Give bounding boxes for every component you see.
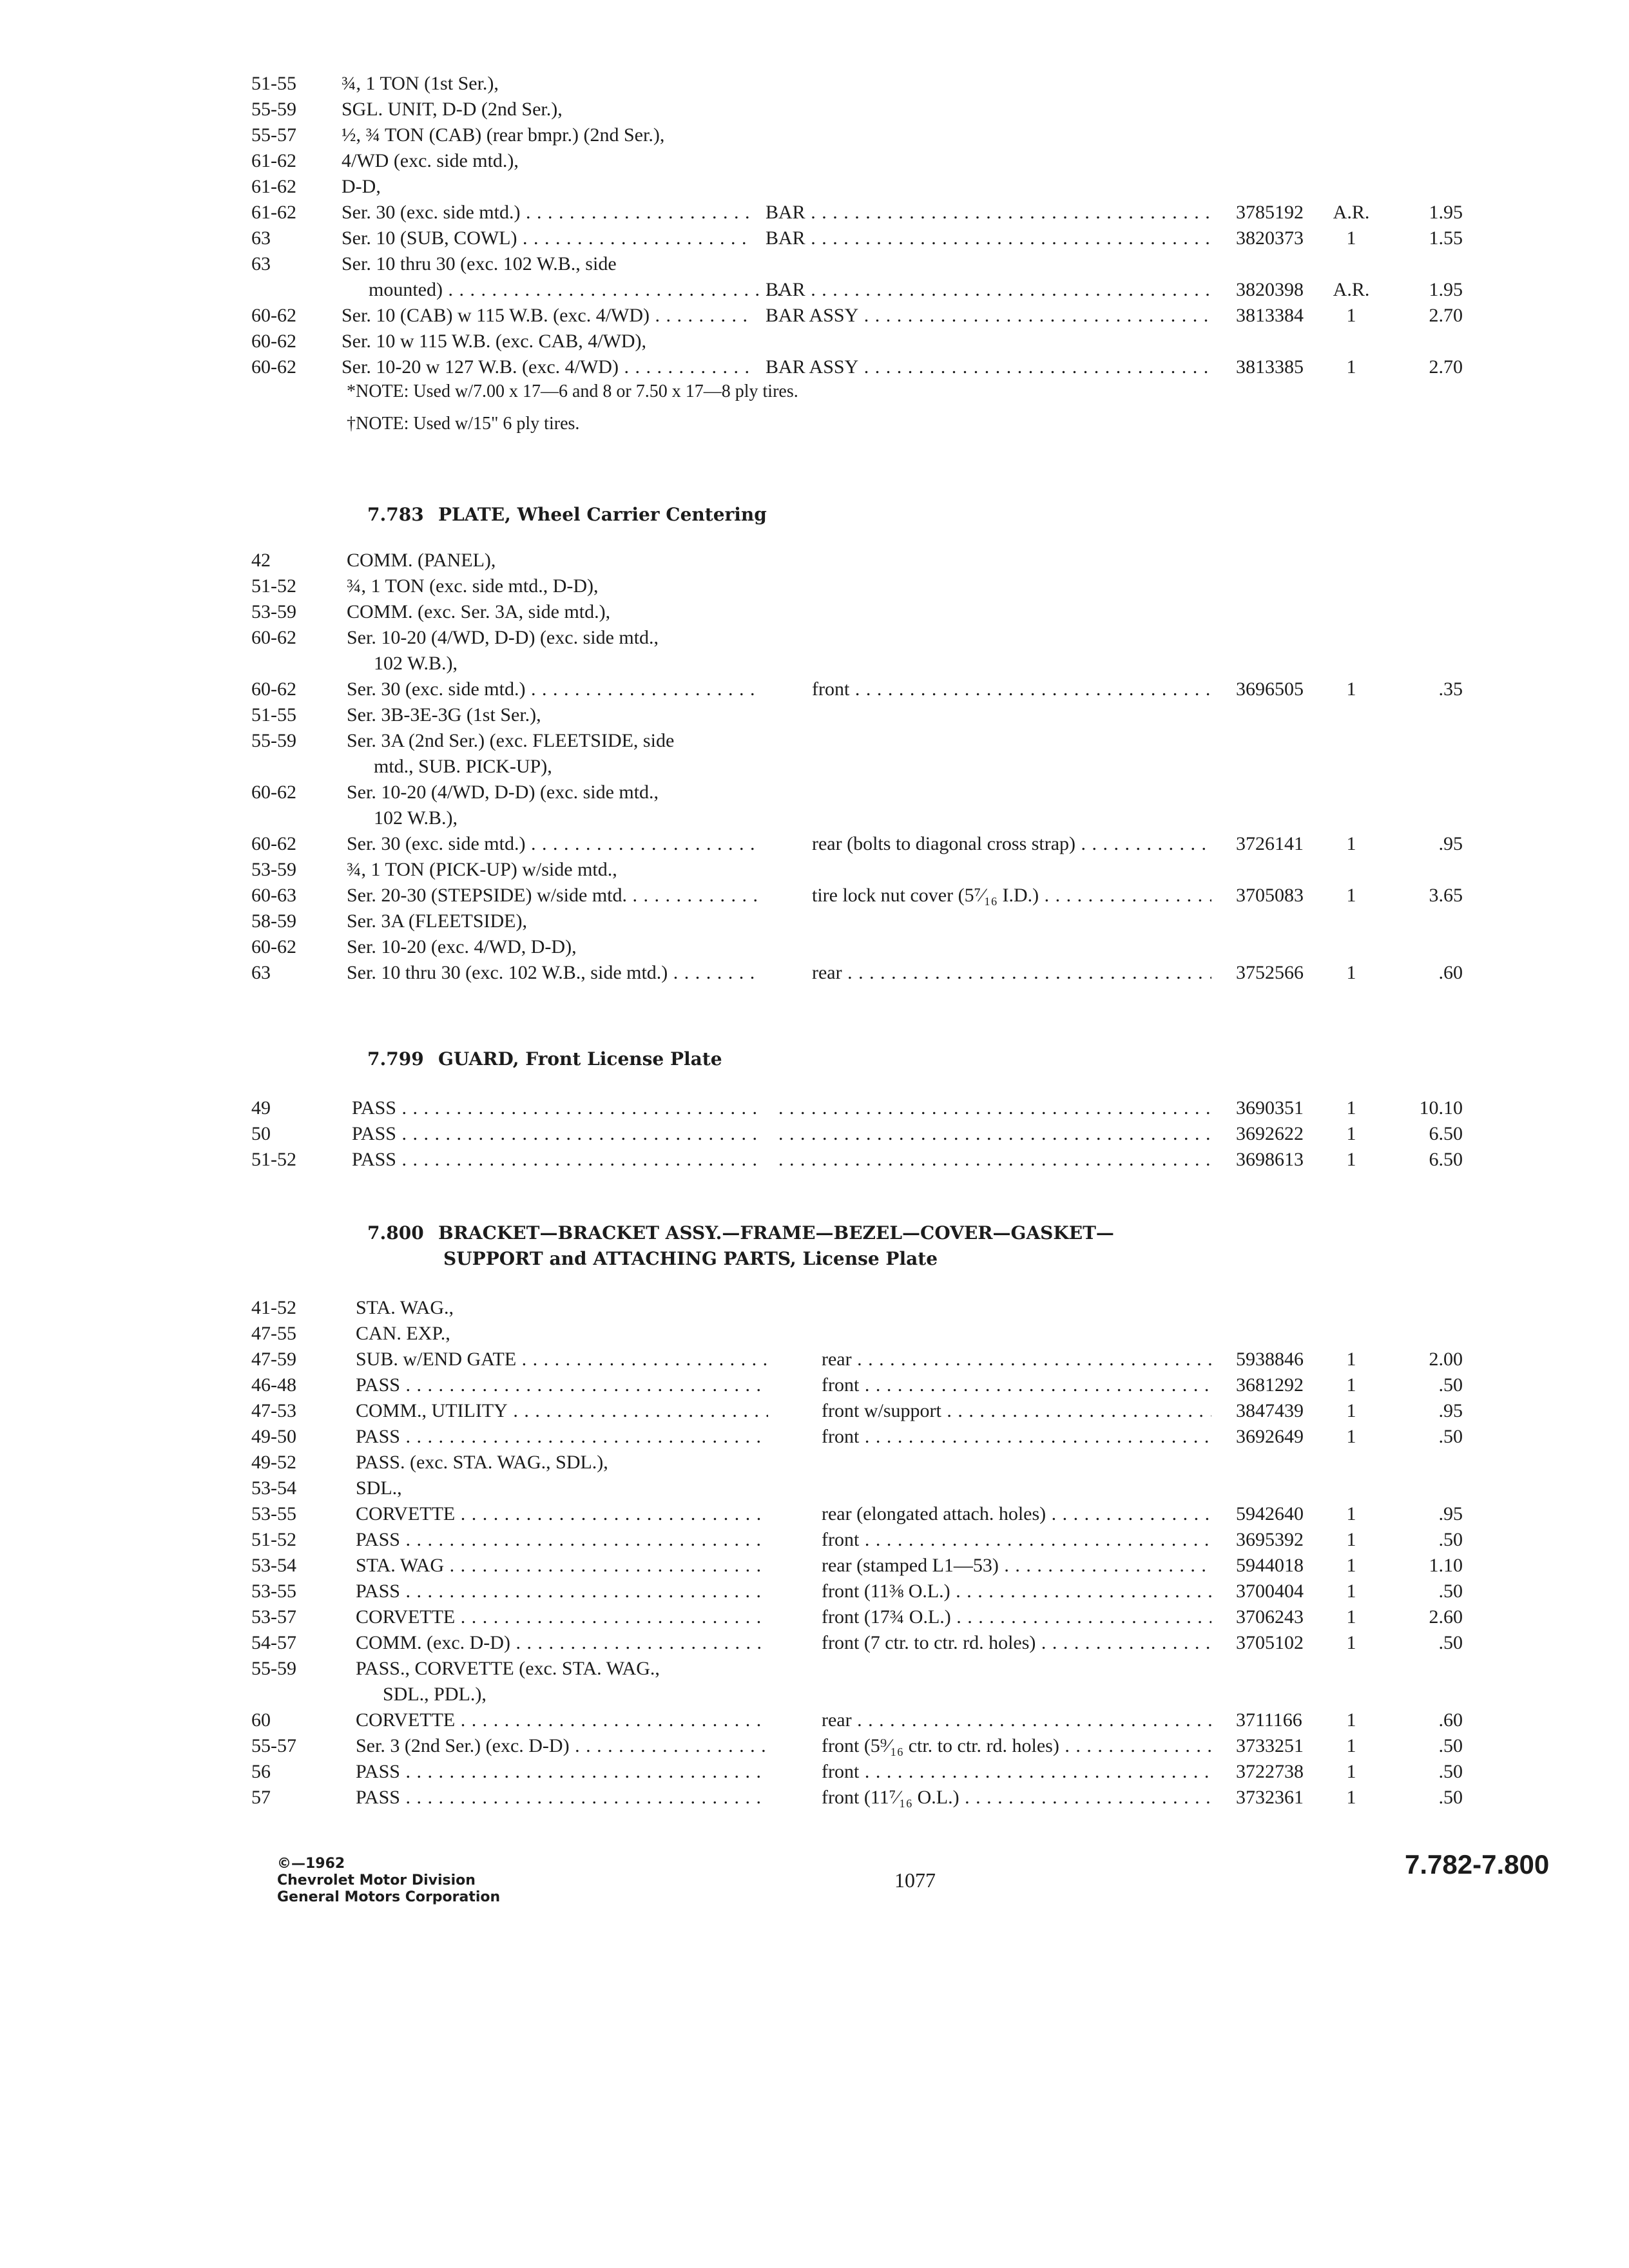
quantity: 1	[1346, 1503, 1356, 1524]
price: 1.10	[1429, 1555, 1463, 1576]
year-range: 60-62	[251, 936, 296, 957]
year-range: 55-57	[251, 1735, 296, 1756]
table-row	[0, 354, 1629, 380]
model-description: SDL.,	[356, 1477, 402, 1499]
quantity: 1	[1346, 1709, 1356, 1731]
price: .50	[1438, 1374, 1463, 1396]
footer-corporation: General Motors Corporation	[277, 1889, 501, 1905]
part-description: front . . .	[812, 677, 1211, 702]
model-description: Ser. 20-30 (STEPSIDE) w/side mtd. . . .	[347, 883, 759, 908]
quantity: 1	[1346, 1787, 1356, 1808]
year-range: 53-54	[251, 1555, 296, 1576]
price: 6.50	[1429, 1149, 1463, 1170]
table-row	[0, 226, 1629, 251]
model-description: Ser. 30 (exc. side mtd.) . . .	[342, 200, 754, 226]
table-row	[0, 934, 1629, 960]
section-title	[367, 503, 767, 527]
table-row	[0, 1295, 1629, 1321]
year-range: 55-59	[251, 1658, 296, 1679]
table-row	[0, 625, 1629, 651]
quantity: 1	[1346, 227, 1356, 249]
table-row	[0, 1785, 1629, 1811]
model-description: Ser. 10 thru 30 (exc. 102 W.B., side mtd.) . . .	[347, 960, 759, 986]
model-description: Ser. 3 (2nd Ser.) (exc. D-D) . . .	[356, 1733, 768, 1759]
model-description: PASS . . .	[352, 1147, 764, 1173]
quantity: 1	[1346, 678, 1356, 700]
part-description: BAR . . .	[766, 277, 1211, 303]
table-row	[0, 548, 1629, 573]
table-row	[0, 702, 1629, 728]
model-description: ¾, 1 TON (PICK-UP) w/side mtd.,	[347, 859, 617, 880]
year-range: 54-57	[251, 1632, 296, 1653]
table-row	[0, 1682, 1629, 1707]
model-description: PASS . . .	[356, 1527, 768, 1553]
model-description: Ser. 10 thru 30 (exc. 102 W.B., side	[342, 253, 617, 274]
model-description: CORVETTE . . .	[356, 1707, 768, 1733]
footer-copyright	[277, 1856, 500, 1906]
year-range: 53-54	[251, 1477, 296, 1499]
table-row	[0, 122, 1629, 148]
table-row	[0, 1733, 1629, 1759]
part-description: front . . .	[822, 1424, 1211, 1450]
table-row	[0, 71, 1629, 97]
price: .50	[1438, 1735, 1463, 1756]
quantity: A.R.	[1333, 279, 1370, 300]
table-row	[0, 200, 1629, 226]
part-description: rear (elongated attach. holes) . . .	[822, 1501, 1211, 1527]
table-row	[0, 573, 1629, 599]
price: 3.65	[1429, 885, 1463, 906]
section-title-line2: SUPPORT and ATTACHING PARTS, License Plate	[443, 1248, 938, 1269]
part-description: tire lock nut cover (5⁷⁄₁₆ I.D.) . . .	[812, 883, 1211, 908]
model-description: COMM., UTILITY . . .	[356, 1398, 768, 1424]
section-title	[367, 1047, 722, 1072]
quantity: 1	[1346, 1426, 1356, 1447]
quantity: 1	[1346, 1349, 1356, 1370]
part-number: 3706243	[1236, 1606, 1304, 1628]
quantity: 1	[1346, 1400, 1356, 1421]
year-range: 51-52	[251, 575, 296, 597]
model-description: ¾, 1 TON (1st Ser.),	[342, 73, 499, 94]
quantity: 1	[1346, 1123, 1356, 1144]
quantity: A.R.	[1333, 202, 1370, 223]
year-range: 56	[251, 1761, 271, 1782]
quantity: 1	[1346, 833, 1356, 854]
part-number: 3813384	[1236, 305, 1304, 326]
year-range: 46-48	[251, 1374, 296, 1396]
model-description: D-D,	[342, 176, 381, 197]
table-row	[0, 754, 1629, 780]
year-range: 55-59	[251, 99, 296, 120]
table-row	[0, 251, 1629, 277]
year-range: 53-59	[251, 601, 296, 622]
part-description	[778, 1147, 1211, 1173]
model-description: PASS., CORVETTE (exc. STA. WAG.,	[356, 1658, 660, 1679]
price: .95	[1438, 833, 1463, 854]
section-number: 7.783	[367, 504, 424, 525]
year-range: 60-62	[251, 678, 296, 700]
table-row	[0, 1501, 1629, 1527]
model-description: Ser. 3A (FLEETSIDE),	[347, 910, 527, 932]
part-number: 3681292	[1236, 1374, 1304, 1396]
model-description: SGL. UNIT, D-D (2nd Ser.),	[342, 99, 563, 120]
table-row	[0, 780, 1629, 805]
table-row	[0, 148, 1629, 174]
part-description: BAR ASSY . . .	[766, 303, 1211, 329]
table-row	[0, 831, 1629, 857]
table-row	[0, 1321, 1629, 1347]
quantity: 1	[1346, 885, 1356, 906]
quantity: 1	[1346, 1555, 1356, 1576]
part-description: front (17¾ O.L.) . . .	[822, 1604, 1211, 1630]
model-description: Ser. 3A (2nd Ser.) (exc. FLEETSIDE, side	[347, 730, 675, 751]
table-row	[0, 1707, 1629, 1733]
part-description: front . . .	[822, 1372, 1211, 1398]
part-description: front . . .	[822, 1527, 1211, 1553]
price: .60	[1438, 962, 1463, 983]
year-range: 63	[251, 962, 271, 983]
year-range: 50	[251, 1123, 271, 1144]
model-description: mounted) . . .	[369, 277, 781, 303]
part-description: rear . . .	[822, 1707, 1211, 1733]
part-description: BAR . . .	[766, 226, 1211, 251]
table-row	[0, 329, 1629, 354]
year-range: 51-55	[251, 704, 296, 726]
model-description: CORVETTE . . .	[356, 1604, 768, 1630]
part-description: rear . . .	[812, 960, 1211, 986]
part-number: 3820398	[1236, 279, 1304, 300]
part-number: 5944018	[1236, 1555, 1304, 1576]
part-number: 3732361	[1236, 1787, 1304, 1808]
part-number: 3726141	[1236, 833, 1304, 854]
table-row	[0, 303, 1629, 329]
table-row	[0, 599, 1629, 625]
year-range: 51-52	[251, 1529, 296, 1550]
part-description: front (11⁷⁄₁₆ O.L.) . . .	[822, 1785, 1211, 1811]
price: .50	[1438, 1787, 1463, 1808]
part-description: rear (stamped L1—53) . . .	[822, 1553, 1211, 1579]
part-number: 3690351	[1236, 1097, 1304, 1119]
price: .95	[1438, 1400, 1463, 1421]
table-row	[0, 908, 1629, 934]
price: 2.60	[1429, 1606, 1463, 1628]
section-number: 7.800	[367, 1222, 424, 1244]
quantity: 1	[1346, 1632, 1356, 1653]
part-number: 5938846	[1236, 1349, 1304, 1370]
year-range: 60-62	[251, 305, 296, 326]
year-range: 61-62	[251, 150, 296, 171]
table-row	[0, 97, 1629, 122]
year-range: 53-55	[251, 1581, 296, 1602]
quantity: 1	[1346, 1606, 1356, 1628]
part-number: 3711166	[1236, 1709, 1302, 1731]
part-description: front (5⁹⁄₁₆ ctr. to ctr. rd. holes) . . .	[822, 1733, 1211, 1759]
table-row	[0, 1527, 1629, 1553]
part-description: front w/support . . .	[822, 1398, 1211, 1424]
part-number: 3700404	[1236, 1581, 1304, 1602]
price: .95	[1438, 1503, 1463, 1524]
model-description: COMM. (exc. Ser. 3A, side mtd.),	[347, 601, 611, 622]
price: .60	[1438, 1709, 1463, 1731]
model-description: PASS . . .	[356, 1579, 768, 1604]
year-range: 63	[251, 253, 271, 274]
year-range: 49-50	[251, 1426, 296, 1447]
part-number: 5942640	[1236, 1503, 1304, 1524]
model-description: Ser. 10-20 (4/WD, D-D) (exc. side mtd.,	[347, 782, 659, 803]
year-range: 47-59	[251, 1349, 296, 1370]
table-row	[0, 857, 1629, 883]
model-description: PASS . . .	[356, 1424, 768, 1450]
model-description: Ser. 30 (exc. side mtd.) . . .	[347, 677, 759, 702]
year-range: 60-62	[251, 356, 296, 378]
year-range: 60-62	[251, 833, 296, 854]
table-row	[0, 883, 1629, 908]
quantity: 1	[1346, 1735, 1356, 1756]
part-number: 3696505	[1236, 678, 1304, 700]
model-description: Ser. 10-20 (exc. 4/WD, D-D),	[347, 936, 577, 957]
model-description: Ser. 10 (SUB, COWL) . . .	[342, 226, 754, 251]
price: 10.10	[1419, 1097, 1463, 1119]
part-number: 3813385	[1236, 356, 1304, 378]
year-range: 58-59	[251, 910, 296, 932]
part-number: 3705083	[1236, 885, 1304, 906]
year-range: 53-59	[251, 859, 296, 880]
model-description: PASS . . .	[356, 1785, 768, 1811]
table-row	[0, 1579, 1629, 1604]
section-title-text: PLATE, Wheel Carrier Centering	[438, 504, 767, 525]
part-description	[778, 1121, 1211, 1147]
price: 6.50	[1429, 1123, 1463, 1144]
model-description: mtd., SUB. PICK-UP),	[374, 756, 552, 777]
section-number: 7.799	[367, 1048, 424, 1070]
table-row	[0, 1630, 1629, 1656]
model-description: SDL., PDL.),	[383, 1684, 487, 1705]
model-description: Ser. 3B-3E-3G (1st Ser.),	[347, 704, 541, 726]
year-range: 41-52	[251, 1297, 296, 1318]
year-range: 60-62	[251, 331, 296, 352]
part-number: 3847439	[1236, 1400, 1304, 1421]
model-description: 102 W.B.),	[374, 653, 458, 674]
part-number: 3705102	[1236, 1632, 1304, 1653]
page-number: 1077	[894, 1869, 936, 1892]
part-description	[778, 1095, 1211, 1121]
year-range: 61-62	[251, 176, 296, 197]
part-description: rear . . .	[822, 1347, 1211, 1372]
year-range: 60-63	[251, 885, 296, 906]
footer-division: Chevrolet Motor Division	[277, 1872, 476, 1888]
table-row	[0, 1121, 1629, 1147]
part-description: front . . .	[822, 1759, 1211, 1785]
part-description: BAR ASSY . . .	[766, 354, 1211, 380]
quantity: 1	[1346, 1149, 1356, 1170]
price: 1.95	[1429, 202, 1463, 223]
table-row	[0, 1656, 1629, 1682]
model-description: STA. WAG.,	[356, 1297, 454, 1318]
year-range: 49-52	[251, 1452, 296, 1473]
quantity: 1	[1346, 1761, 1356, 1782]
model-description: Ser. 10 w 115 W.B. (exc. CAB, 4/WD),	[342, 331, 647, 352]
table-row	[0, 677, 1629, 702]
model-description: ¾, 1 TON (exc. side mtd., D-D),	[347, 575, 599, 597]
part-number: 3722738	[1236, 1761, 1304, 1782]
part-number: 3733251	[1236, 1735, 1304, 1756]
table-row	[0, 805, 1629, 831]
table-row	[0, 277, 1629, 303]
section-range: 7.782-7.800	[1405, 1849, 1550, 1879]
year-range: 42	[251, 550, 271, 571]
table-row	[0, 1347, 1629, 1372]
year-range: 55-59	[251, 730, 296, 751]
model-description: Ser. 10 (CAB) w 115 W.B. (exc. 4/WD) . . .	[342, 303, 754, 329]
table-row	[0, 728, 1629, 754]
table-row	[0, 1553, 1629, 1579]
model-description: 4/WD (exc. side mtd.),	[342, 150, 519, 171]
year-range: 60-62	[251, 627, 296, 648]
model-description: ½, ¾ TON (CAB) (rear bmpr.) (2nd Ser.),	[342, 124, 665, 146]
quantity: 1	[1346, 1374, 1356, 1396]
part-description: front (7 ctr. to ctr. rd. holes) . . .	[822, 1630, 1211, 1656]
section-title-text: GUARD, Front License Plate	[438, 1048, 722, 1070]
model-description: Ser. 10-20 (4/WD, D-D) (exc. side mtd.,	[347, 627, 659, 648]
price: 1.95	[1429, 279, 1463, 300]
table-row	[0, 1759, 1629, 1785]
note-text: †NOTE: Used w/15" 6 ply tires.	[347, 414, 580, 434]
year-range: 53-55	[251, 1503, 296, 1524]
model-description: COMM. (PANEL),	[347, 550, 496, 571]
model-description: PASS . . .	[352, 1121, 764, 1147]
part-number: 3698613	[1236, 1149, 1304, 1170]
year-range: 49	[251, 1097, 271, 1119]
year-range: 61-62	[251, 202, 296, 223]
part-description: front (11⅜ O.L.) . . .	[822, 1579, 1211, 1604]
quantity: 1	[1346, 305, 1356, 326]
model-description: Ser. 30 (exc. side mtd.) . . .	[347, 831, 759, 857]
year-range: 47-53	[251, 1400, 296, 1421]
model-description: PASS . . .	[352, 1095, 764, 1121]
section-title-text: BRACKET—BRACKET ASSY.—FRAME—BEZEL—COVER—GASKET—	[438, 1222, 1114, 1244]
model-description: SUB. w/END GATE . . .	[356, 1347, 768, 1372]
table-row	[0, 1398, 1629, 1424]
table-row	[0, 1604, 1629, 1630]
model-description: PASS. (exc. STA. WAG., SDL.),	[356, 1452, 608, 1473]
quantity: 1	[1346, 1097, 1356, 1119]
part-description: BAR . . .	[766, 200, 1211, 226]
quantity: 1	[1346, 962, 1356, 983]
year-range: 47-55	[251, 1323, 296, 1344]
part-number: 3820373	[1236, 227, 1304, 249]
part-description: rear (bolts to diagonal cross strap) . . .	[812, 831, 1211, 857]
table-row	[0, 651, 1629, 677]
model-description: STA. WAG . . .	[356, 1553, 768, 1579]
model-description: CORVETTE . . .	[356, 1501, 768, 1527]
footer-copyright-year: ©—1962	[277, 1856, 345, 1872]
price: 2.70	[1429, 356, 1463, 378]
quantity: 1	[1346, 1581, 1356, 1602]
table-row	[0, 1424, 1629, 1450]
table-row	[0, 1372, 1629, 1398]
year-range: 51-55	[251, 73, 296, 94]
year-range: 55-57	[251, 124, 296, 146]
part-number: 3785192	[1236, 202, 1304, 223]
price: .50	[1438, 1581, 1463, 1602]
price: .35	[1438, 678, 1463, 700]
model-description: PASS . . .	[356, 1759, 768, 1785]
model-description: COMM. (exc. D-D) . . .	[356, 1630, 768, 1656]
price: 1.55	[1429, 227, 1463, 249]
model-description: Ser. 10-20 w 127 W.B. (exc. 4/WD) . . .	[342, 354, 754, 380]
quantity: 1	[1346, 1529, 1356, 1550]
note-text: *NOTE: Used w/7.00 x 17—6 and 8 or 7.50 x 17—8 ply tires.	[347, 381, 798, 401]
section-title	[367, 1221, 1114, 1245]
part-number: 3695392	[1236, 1529, 1304, 1550]
table-row	[0, 1450, 1629, 1475]
price: .50	[1438, 1529, 1463, 1550]
price: .50	[1438, 1761, 1463, 1782]
part-number: 3692622	[1236, 1123, 1304, 1144]
part-number: 3692649	[1236, 1426, 1304, 1447]
year-range: 57	[251, 1787, 271, 1808]
price: .50	[1438, 1426, 1463, 1447]
table-row	[0, 1475, 1629, 1501]
year-range: 60-62	[251, 782, 296, 803]
year-range: 60	[251, 1709, 271, 1731]
price: 2.00	[1429, 1349, 1463, 1370]
table-row	[0, 1095, 1629, 1121]
table-row	[0, 174, 1629, 200]
year-range: 63	[251, 227, 271, 249]
table-row	[0, 1147, 1629, 1173]
table-row	[0, 960, 1629, 986]
price: 2.70	[1429, 305, 1463, 326]
year-range: 51-52	[251, 1149, 296, 1170]
model-description: CAN. EXP.,	[356, 1323, 450, 1344]
model-description: 102 W.B.),	[374, 807, 458, 829]
part-number: 3752566	[1236, 962, 1304, 983]
year-range: 53-57	[251, 1606, 296, 1628]
price: .50	[1438, 1632, 1463, 1653]
model-description: PASS . . .	[356, 1372, 768, 1398]
quantity: 1	[1346, 356, 1356, 378]
